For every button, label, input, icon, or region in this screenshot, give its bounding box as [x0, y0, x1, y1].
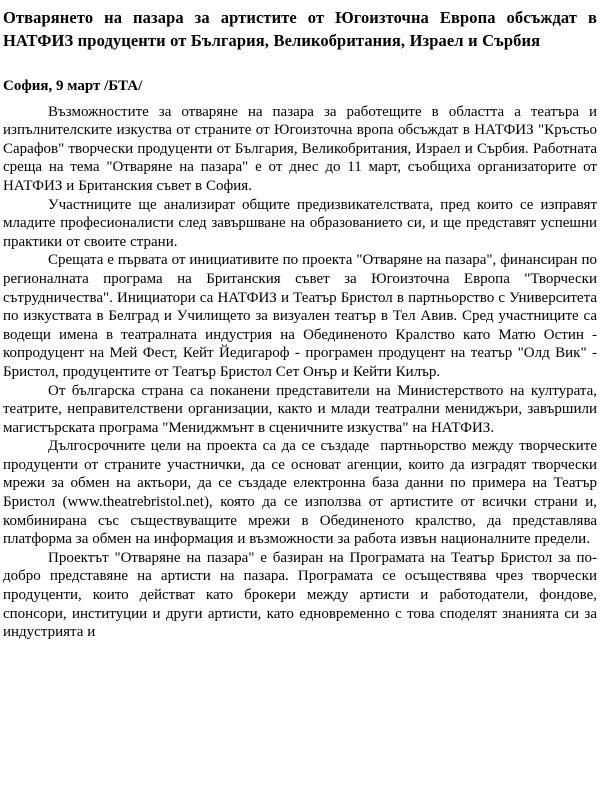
paragraph: Срещата е първата от инициативите по проекта "Отваряне на пазара", финансиран по регионалната програма на Британския съвет за Югоизточна Европа "Творчески сътрудничества". Инициатори са НАТФИЗ и Театър Бристол в партньорство с Университета по изкуствата в Белград и Училището за визуален театър в Тел Авив. Сред участниците са водещи имена в театралната индустрия на Обединеното Кралство като Матю Остин - копродуцент на Мей Фест, Кейт Йедигароф - програмен продуцент на театър "Олд Вик" - Бристол, продуцентите от Театър Бристол Сет Онър и Кейти Килър.: [3, 252, 597, 380]
dateline: София, 9 март /БТА/: [3, 78, 143, 94]
paragraph: От българска страна са поканени представители на Министерството на културата, театрите, неправителствени организации, както и млади театрални мениджъри, завършили магистърската програма "Мениджмънт в сценичните изкуства" на НАТФИЗ.: [3, 382, 597, 436]
paragraph: Участниците ще анализират общите предизвикателствата, пред които се изправят младите професионалисти след завършване на образованието си, и ще представят успешни практики от своите страни.: [3, 196, 597, 250]
paragraph: Възможностите за отваряне на пазара за работещите в областта а театъра и изпълнителските изкуства от страните от Югоизточна вропа обсъждат в НАТФИЗ "Кръстьо Сарафов" творчески продуценти от България, Великобритания, Израел и Сърбия. Работната среща на тема "Отваряне на пазара" е от днес до 11 март, съобщиха организаторите от НАТФИЗ и Британския съвет в София.: [3, 103, 597, 194]
paragraph: Проектът "Отваряне на пазара" е базиран на Програмата на Театър Бристол за по-добро представяне на артисти на пазара. Програмата се осъществява чрез творчески продуценти, които действат като брокери между артисти и работодатели, фондове, спонсори, институции и други артисти, като едновременно с това споделят знанията си за индустрията и: [3, 549, 597, 641]
paragraph: Дългосрочните цели на проекта са да се създаде партньорство между творческите продуценти от страните участнички, да се основат агенции, които да изградят творчески мрежи за обмен на актьори, да се създаде електронна база данни по примера на Театър Бристол (www.theatrebristol.net), която да се използва от артистите от всички страни и, комбинирана със съществуващите мрежи в Обединеното кралство, да представлява платформа за обмен на информация и възможности за работа извън националните предели.: [3, 438, 597, 548]
page-title: Отварянето на пазара за артистите от Югоизточна Европа обсъждат в НАТФИЗ продуценти от България, Великобритания, Израел и Сърбия: [3, 8, 597, 50]
article-body: [3, 96, 597, 642]
